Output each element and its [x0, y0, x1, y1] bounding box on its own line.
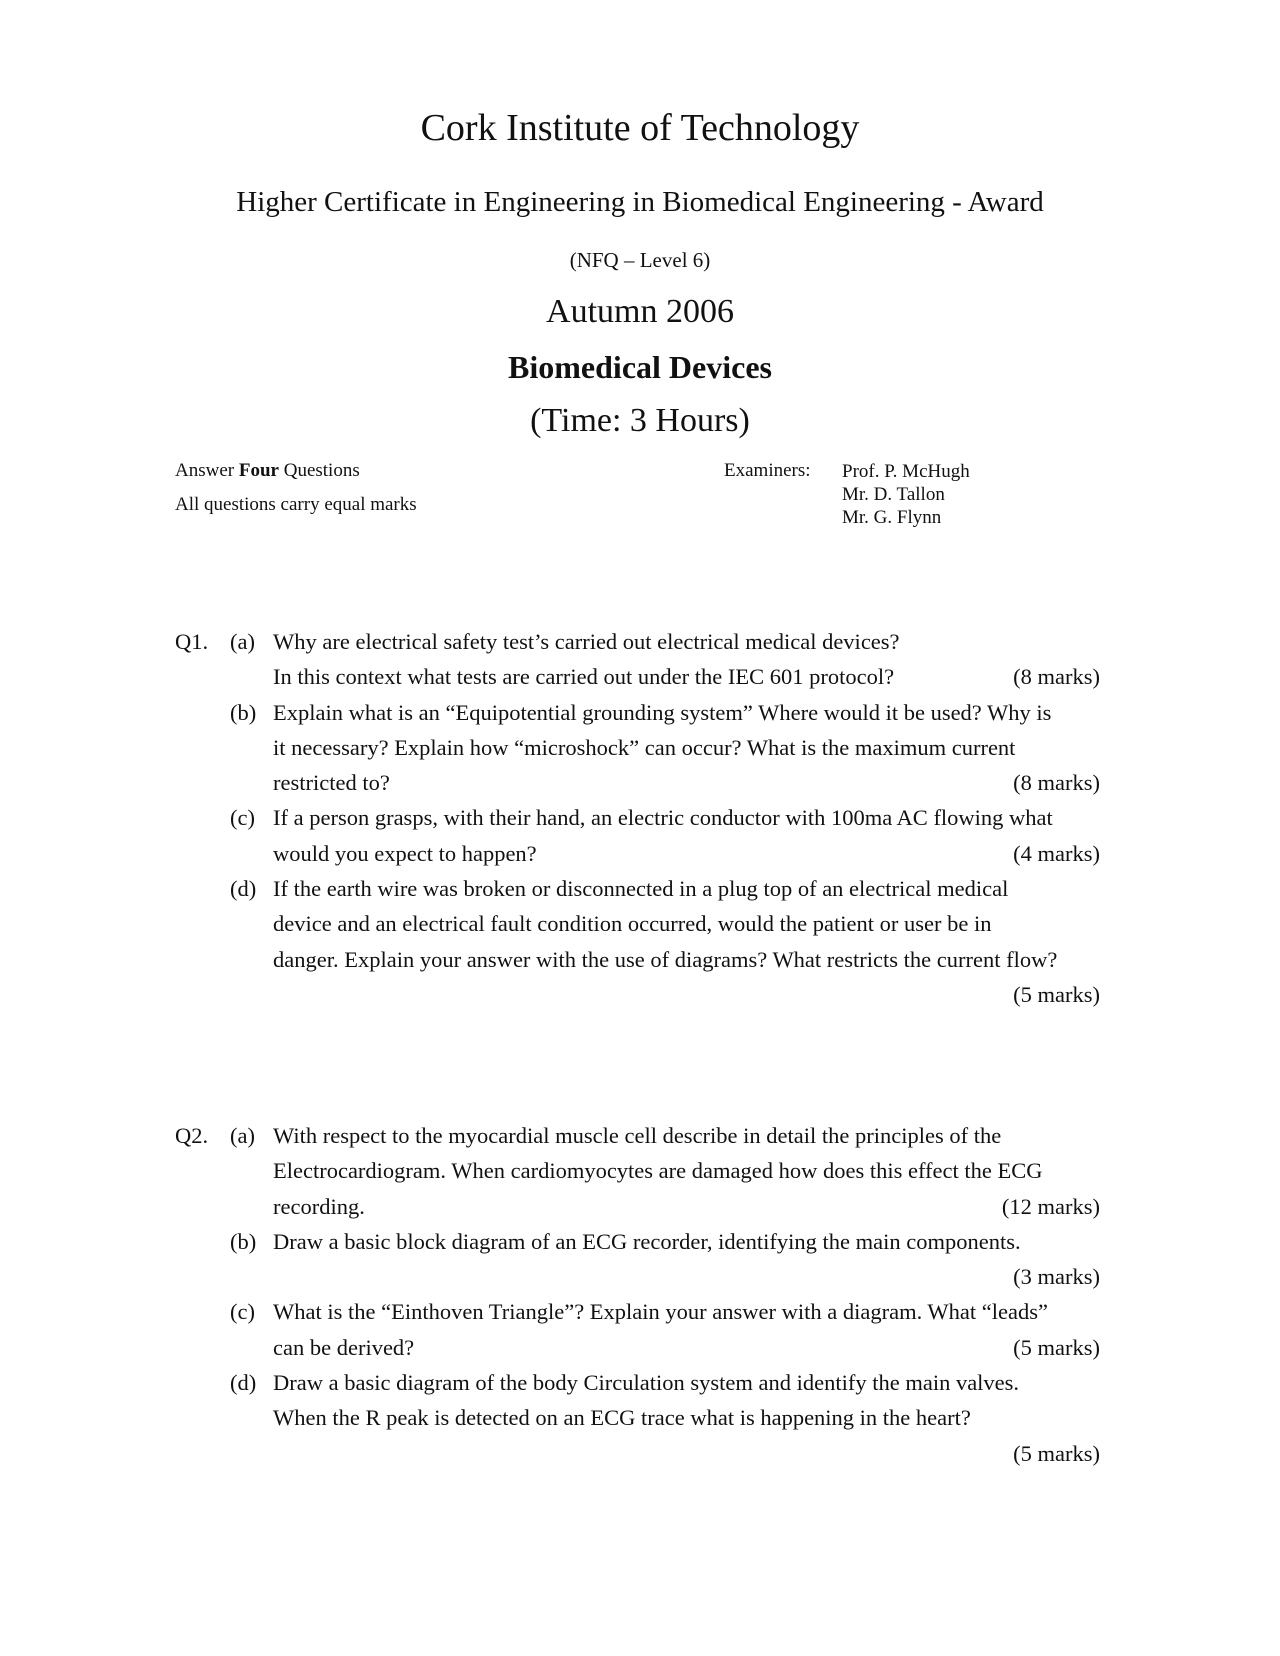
part-text-line [273, 1330, 1100, 1365]
question-1 [175, 624, 1100, 1012]
answer-instruction [175, 460, 360, 482]
marks-label: (8 marks) [1013, 664, 1100, 690]
question-part [175, 695, 1100, 801]
part-text-line: Draw a basic diagram of the body Circulation system and identify the main valves. [273, 1370, 1020, 1396]
question-part [175, 871, 1100, 1012]
question-part [175, 1224, 1100, 1295]
marks-label: (4 marks) [1013, 840, 1100, 866]
part-label: (b) [230, 699, 257, 725]
answer-suffix: Questions [278, 460, 360, 481]
part-text-line [273, 659, 1100, 694]
marks-label: (5 marks) [1013, 1440, 1100, 1466]
part-text-line [273, 1189, 1100, 1224]
part-text: restricted to? [273, 770, 390, 796]
part-label: (c) [230, 805, 255, 831]
part-label: (c) [230, 1299, 255, 1325]
examiner-name: Prof. P. McHugh [842, 461, 970, 482]
exam-session: Autumn 2006 [546, 293, 734, 330]
part-label: (a) [230, 1123, 255, 1148]
course-title: Higher Certificate in Engineering in Biomedical Engineering - Award [236, 186, 1044, 218]
examiners-label: Examiners: [724, 460, 811, 481]
marks-label: (8 marks) [1013, 770, 1100, 796]
part-text: can be derived? [273, 1334, 415, 1360]
part-text-line: With respect to the myocardial muscle cell describe in detail the principles of the [273, 1123, 1002, 1148]
part-text-line: When the R peak is detected on an ECG trace what is happening in the heart? [273, 1405, 971, 1431]
part-text-line: Electrocardiogram. When cardiomyocytes are damaged how does this effect the ECG [273, 1158, 1043, 1184]
part-text-line [273, 765, 1100, 800]
question-part [175, 624, 1100, 695]
question-part [175, 1365, 1100, 1471]
question-number: Q1. [175, 629, 209, 654]
marks-label: (12 marks) [1001, 1193, 1100, 1219]
examiner-name: Mr. G. Flynn [842, 507, 942, 528]
part-text-line: Why are electrical safety test’s carried out electrical medical devices? [273, 629, 900, 654]
part-text-line: device and an electrical fault condition occurred, would the patient or user be in [273, 911, 992, 937]
part-label: (d) [230, 876, 257, 902]
part-label: (d) [230, 1370, 257, 1396]
subject-title: Biomedical Devices [508, 349, 772, 385]
examiners-list [842, 460, 970, 529]
exam-duration: (Time: 3 Hours) [530, 402, 750, 439]
institution-title: Cork Institute of Technology [420, 107, 860, 149]
question-2 [175, 1118, 1100, 1471]
question-part [175, 800, 1100, 871]
marks-label: (5 marks) [1013, 981, 1100, 1007]
part-label: (a) [230, 629, 255, 654]
part-text: In this context what tests are carried out under the IEC 601 protocol? [273, 664, 895, 690]
marks-label: (3 marks) [1013, 1264, 1100, 1290]
nfq-level: (NFQ – Level 6) [569, 248, 711, 272]
part-label: (b) [230, 1228, 257, 1254]
part-text-line: it necessary? Explain how “microshock” can occur? What is the maximum current [273, 734, 1016, 760]
part-text-line: If a person grasps, with their hand, an electric conductor with 100ma AC flowing what [273, 805, 1053, 831]
equal-marks-note: All questions carry equal marks [175, 494, 417, 515]
question-part [175, 1118, 1100, 1224]
answer-count: Four [238, 460, 279, 481]
part-text-line: Draw a basic block diagram of an ECG recorder, identifying the main components. [273, 1228, 1021, 1254]
part-text: recording. [273, 1193, 365, 1219]
part-text-line: Explain what is an “Equipotential grounding system” Where would it be used? Why is [273, 699, 1052, 725]
part-text: would you expect to happen? [273, 840, 537, 866]
part-text-line: What is the “Einthoven Triangle”? Explain your answer with a diagram. What “leads” [273, 1299, 1048, 1325]
part-text-line [273, 836, 1100, 871]
question-number: Q2. [175, 1123, 209, 1148]
part-text-line: danger. Explain your answer with the use of diagrams? What restricts the current flow? [273, 946, 1058, 972]
answer-prefix: Answer [175, 460, 239, 481]
part-text-line: If the earth wire was broken or disconnected in a plug top of an electrical medical [273, 876, 1009, 902]
examiner-name: Mr. D. Tallon [842, 484, 945, 505]
question-part [175, 1294, 1100, 1365]
marks-label: (5 marks) [1013, 1334, 1100, 1360]
